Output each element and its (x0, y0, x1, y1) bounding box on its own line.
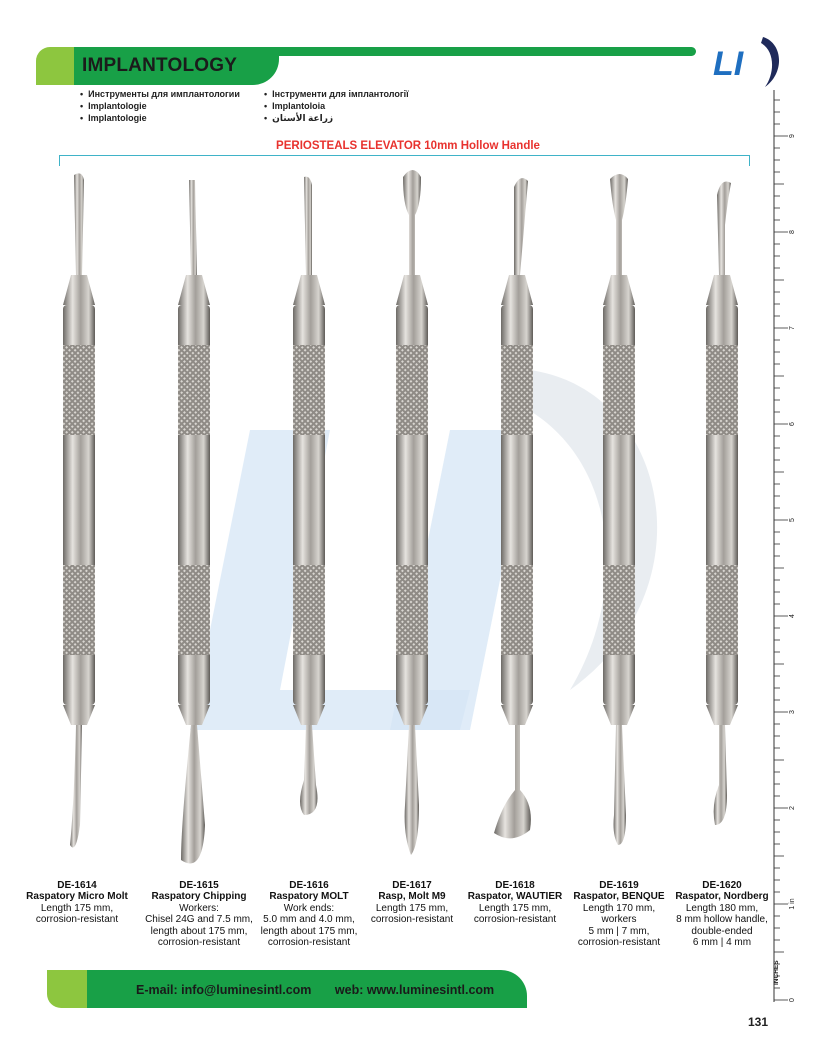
product-detail: length about 175 mm, (150, 925, 248, 937)
language-item: • Implantologie (80, 100, 240, 112)
product-detail: 5 mm | 7 mm, (588, 925, 650, 937)
product-name: Raspator, WAUTIER (467, 891, 563, 903)
product-code: DE-1615 (179, 880, 219, 891)
language-list-1 (80, 88, 240, 124)
product-detail: length about 175 mm, (260, 925, 358, 937)
product-name: Rasp, Molt M9 (378, 891, 446, 903)
product-caption (460, 880, 570, 926)
header-accent (36, 47, 74, 85)
footer-accent (47, 970, 87, 1008)
instrument-de-1618 (482, 165, 552, 875)
language-item: • Implantoloia (264, 100, 409, 112)
instrument-de-1620 (687, 165, 757, 875)
ruler-label: 7 (789, 326, 796, 330)
ruler-label: 1 in (789, 898, 796, 910)
contact-line (136, 983, 514, 997)
product-detail: Work ends: (283, 902, 335, 914)
product-name: Raspatory MOLT (269, 891, 349, 903)
product-detail: 5.0 mm and 4.0 mm, (263, 914, 355, 926)
ruler-label: 3 (789, 710, 796, 714)
instrument-de-1617 (377, 165, 447, 875)
language-item: • Інструменти для імплантології (264, 88, 409, 100)
product-detail: corrosion-resistant (267, 937, 351, 949)
product-code: DE-1618 (495, 880, 535, 891)
product-detail: corrosion-resistant (35, 914, 119, 926)
language-item: • Инструменты для имплантологии (80, 88, 240, 100)
product-name: Raspatory Chipping (151, 891, 247, 903)
product-detail: Length 175 mm, (40, 902, 114, 914)
ruler-label: 6 (789, 422, 796, 426)
instrument-de-1614 (44, 165, 114, 875)
language-list-2 (264, 88, 409, 124)
inch-ruler (772, 90, 802, 1002)
language-item: • زراعة الأسنان (264, 112, 409, 124)
product-code: DE-1616 (289, 880, 329, 891)
ruler-label: 8 (789, 230, 796, 234)
product-detail: double-ended (691, 925, 753, 937)
section-title: PERIOSTEALS ELEVATOR 10mm Hollow Handle (276, 140, 540, 152)
product-code: DE-1614 (57, 880, 97, 891)
instrument-de-1616 (274, 165, 344, 875)
ruler-label: 2 (789, 806, 796, 810)
page-title: IMPLANTOLOGY (82, 55, 238, 76)
product-caption (667, 880, 777, 948)
product-code: DE-1620 (702, 880, 742, 891)
product-detail: corrosion-resistant (370, 914, 454, 926)
ruler-label: 4 (789, 614, 796, 618)
product-caption (22, 880, 132, 926)
website-link[interactable]: web: www.luminesintl.com (334, 983, 495, 997)
ruler-label: 0 (789, 998, 796, 1002)
product-caption (357, 880, 467, 926)
header-green-strip (266, 47, 696, 56)
product-detail: Chisel 24G and 7.5 mm, (145, 914, 253, 926)
svg-text:LI: LI (713, 45, 744, 83)
product-code: DE-1619 (599, 880, 639, 891)
product-detail: Length 170 mm, (582, 902, 656, 914)
product-detail: 6 mm | 4 mm (692, 937, 752, 949)
product-detail: Length 175 mm, (478, 902, 552, 914)
product-detail: corrosion-resistant (473, 914, 557, 926)
product-name: Raspatory Micro Molt (26, 891, 128, 903)
product-detail: Workers: (179, 902, 219, 914)
instrument-de-1619 (584, 165, 654, 875)
product-name: Raspator, BENQUE (573, 891, 665, 903)
ruler-label: 9 (789, 134, 796, 138)
product-detail: corrosion-resistant (577, 937, 661, 949)
product-detail: workers (601, 914, 637, 926)
product-detail: Length 175 mm, (375, 902, 449, 914)
product-detail: 8 mm hollow handle, (676, 914, 768, 926)
ruler-label: 5 (789, 518, 796, 522)
language-item: • Implantologie (80, 112, 240, 124)
product-detail: Length 180 mm, (685, 902, 759, 914)
email-link[interactable]: E-mail: info@luminesintl.com (136, 983, 312, 997)
product-caption (564, 880, 674, 948)
instrument-de-1615 (159, 165, 229, 875)
page-number: 131 (748, 1015, 769, 1029)
product-code: DE-1617 (392, 880, 432, 891)
product-detail: corrosion-resistant (157, 937, 241, 949)
product-caption (139, 880, 259, 948)
product-name: Raspator, Nordberg (675, 891, 769, 903)
product-caption (254, 880, 364, 948)
company-logo (705, 33, 785, 91)
ruler-ticks (774, 100, 788, 1000)
ruler-unit-label: INCHES (773, 960, 780, 985)
